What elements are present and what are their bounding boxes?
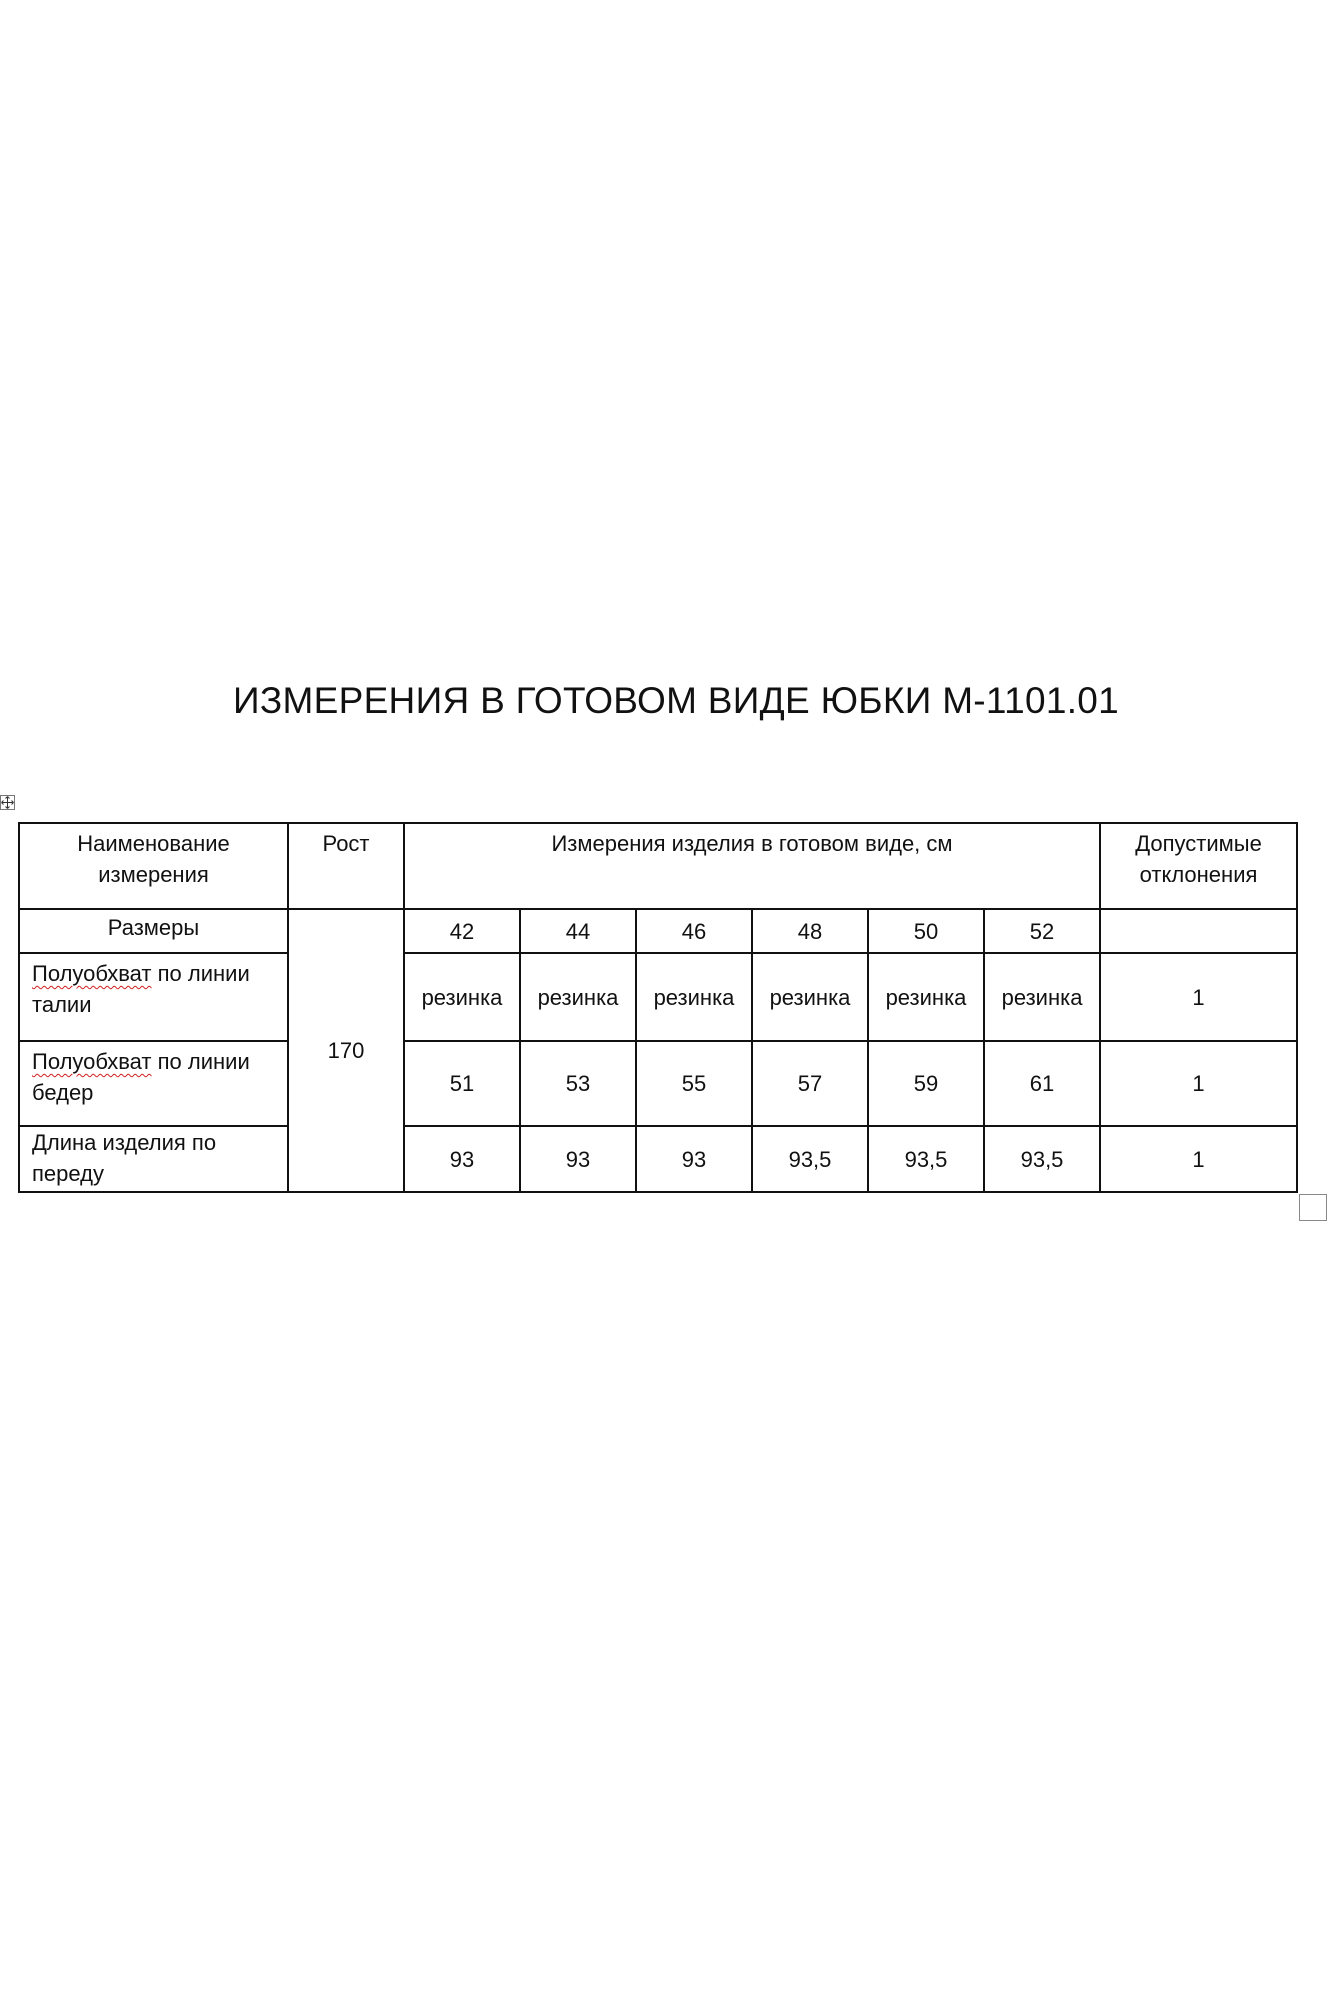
- height-value: 170: [327, 1038, 365, 1063]
- size-cell: [752, 909, 868, 953]
- table-move-handle-icon[interactable]: [0, 795, 15, 810]
- value-cell: резинка: [868, 953, 984, 1041]
- value-cell: резинка: [984, 953, 1100, 1041]
- value-cell: резинка: [636, 953, 752, 1041]
- size-cell: [984, 909, 1100, 953]
- value-cell: 57: [752, 1041, 868, 1126]
- header-tolerance-cell: [1100, 823, 1297, 909]
- row-label-line1: [32, 1046, 287, 1077]
- row-label-cell: [19, 953, 288, 1041]
- row-label-line1: [32, 958, 287, 989]
- tolerance-cell: 1: [1100, 953, 1297, 1041]
- row-label-word: Полуобхват: [32, 1049, 152, 1074]
- header-row: [19, 823, 1297, 909]
- row-label-line2: бедер: [32, 1080, 94, 1105]
- header-name-cell: [19, 823, 288, 909]
- size-cell: [520, 909, 636, 953]
- size-cell: [404, 909, 520, 953]
- size-cell: [868, 909, 984, 953]
- value-cell: 51: [404, 1041, 520, 1126]
- row-label-line2: талии: [32, 992, 92, 1017]
- tolerance-cell: 1: [1100, 1041, 1297, 1126]
- height-value-cell: [288, 909, 404, 1192]
- row-label-rest: изделия по: [96, 1130, 217, 1155]
- header-tolerance-line2: отклонения: [1139, 862, 1258, 887]
- value-cell: резинка: [752, 953, 868, 1041]
- row-label-cell: [19, 1041, 288, 1126]
- size-value: 46: [681, 918, 707, 944]
- value-cell: 93,5: [984, 1126, 1100, 1192]
- header-height-cell: [288, 823, 404, 909]
- table-row: [19, 953, 1297, 1041]
- row-label-rest: по линии: [151, 961, 250, 986]
- table-resize-handle[interactable]: [1299, 1194, 1327, 1221]
- size-value: 50: [913, 918, 939, 944]
- value-cell: 93: [404, 1126, 520, 1192]
- value-cell: 93: [520, 1126, 636, 1192]
- header-tolerance-line1: Допустимые: [1135, 831, 1262, 856]
- row-label-cell: [19, 1126, 288, 1192]
- value-cell: резинка: [404, 953, 520, 1041]
- value-cell: 93,5: [868, 1126, 984, 1192]
- header-measurements: Измерения изделия в готовом виде, см: [551, 831, 953, 856]
- sizes-label: Размеры: [107, 915, 200, 940]
- row-label-line2: переду: [32, 1161, 104, 1186]
- measurements-table: [18, 822, 1298, 1193]
- row-label-word: Длина: [32, 1130, 97, 1155]
- header-name-line1: Наименование: [77, 831, 230, 856]
- table-row: [19, 1126, 1297, 1192]
- sizes-label-cell: [19, 909, 288, 953]
- row-label-word: Полуобхват: [32, 961, 152, 986]
- size-value: 52: [1029, 918, 1055, 944]
- size-value: 42: [449, 918, 475, 944]
- row-label-rest: по линии: [151, 1049, 250, 1074]
- tolerance-cell: 1: [1100, 1126, 1297, 1192]
- value-cell: 55: [636, 1041, 752, 1126]
- value-cell: резинка: [520, 953, 636, 1041]
- header-measurements-cell: [404, 823, 1100, 909]
- size-value: 48: [797, 918, 823, 944]
- row-label-line1: [32, 1127, 287, 1158]
- size-cell: [636, 909, 752, 953]
- value-cell: 93,5: [752, 1126, 868, 1192]
- size-tolerance-cell: [1100, 909, 1297, 953]
- sizes-row: [19, 909, 1297, 953]
- header-name-line2: измерения: [98, 862, 209, 887]
- header-height: Рост: [322, 831, 370, 856]
- size-value: 44: [565, 918, 591, 944]
- value-cell: 61: [984, 1041, 1100, 1126]
- value-cell: 93: [636, 1126, 752, 1192]
- value-cell: 53: [520, 1041, 636, 1126]
- table-row: [19, 1041, 1297, 1126]
- value-cell: 59: [868, 1041, 984, 1126]
- document-title: ИЗМЕРЕНИЯ В ГОТОВОМ ВИДЕ ЮБКИ М-1101.01: [232, 680, 1120, 721]
